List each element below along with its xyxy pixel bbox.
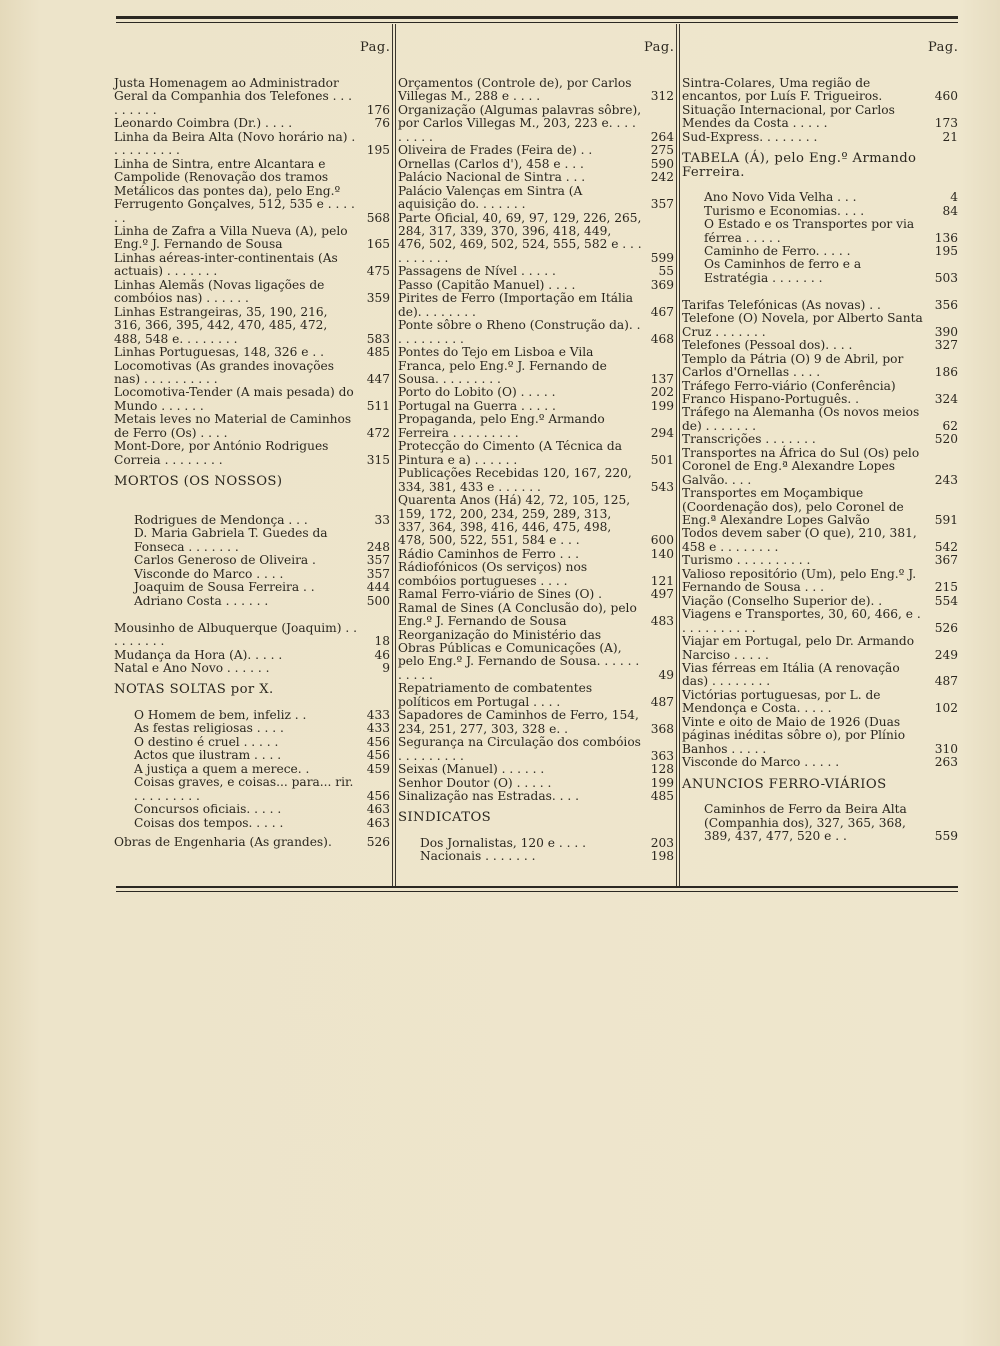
index-entry [114, 722, 390, 735]
entry-page-number: 49 [658, 667, 674, 682]
entry-page-number: 199 [650, 398, 674, 413]
entry-title: Orçamentos (Controle de), por Carlos Villegas M., 288 e . . . . [398, 76, 632, 104]
index-entry [398, 561, 674, 588]
index-entry [398, 77, 674, 104]
entry-page-number: 472 [366, 425, 390, 440]
entry-title: Tarifas Telefónicas (As novas) . . [682, 297, 881, 312]
index-entry [398, 467, 674, 494]
entry-page-number: 526 [934, 620, 958, 635]
entry-page-number: 275 [650, 143, 674, 158]
entry-title: Concursos oficiais. . . . . [134, 802, 282, 817]
entry-title: Pontes do Tejo em Lisboa e Vila Franca, pelo Eng.º J. Fernando de Sousa. . . . . . . . . [398, 345, 607, 386]
index-column-1 [114, 77, 390, 849]
bottom-rule [116, 886, 958, 888]
index-entry [682, 527, 958, 554]
index-entry [398, 837, 674, 850]
entry-page-number: 487 [650, 694, 674, 709]
entry-page-number: 447 [366, 371, 390, 386]
index-entry [398, 682, 674, 709]
index-entry [398, 292, 674, 319]
index-entry [682, 258, 958, 285]
entry-title: Publicações Recebidas 120, 167, 220, 334, 381, 433 e . . . . . . [398, 466, 632, 494]
index-entry [114, 77, 390, 117]
entry-title: Sintra-Colares, Uma região de encantos, por Luís F. Trigueiros. [682, 76, 883, 104]
entry-page-number: 468 [650, 331, 674, 346]
entry-page-number: 263 [934, 755, 958, 770]
index-entry [682, 635, 958, 662]
entry-title: Ornellas (Carlos d'), 458 e . . . [398, 156, 584, 171]
entry-page-number: 363 [650, 748, 674, 763]
entry-page-number: 456 [366, 748, 390, 763]
entry-page-number: 356 [934, 297, 958, 312]
entry-title: Obras de Engenharia (As grandes). [114, 834, 332, 849]
entry-page-number: 357 [366, 566, 390, 581]
entry-title: Quarenta Anos (Há) 42, 72, 105, 125, 159, 172, 200, 234, 259, 289, 313, 337, 364, 398, 416, 446, 475, 498, 478, 500, 522, 551, 584 e . . . [398, 493, 631, 548]
entry-page-number: 520 [934, 432, 958, 447]
entry-title: Valioso repositório (Um), pelo Eng.º J. Fernando de Sousa . . . [682, 566, 917, 595]
entry-title: Portugal na Guerra . . . . . [398, 398, 556, 413]
index-entry [398, 850, 674, 863]
entry-page-number: 511 [366, 398, 390, 413]
entry-title: Organização (Algumas palavras sôbre), por Carlos Villegas M., 203, 223 e. . . . . . . . . [398, 102, 642, 144]
entry-title: Justa Homenagem ao Administrador Geral da Companhia dos Telefones . . . . . . . . . [114, 76, 352, 117]
index-entry [398, 144, 674, 157]
entry-page-number: 294 [650, 425, 674, 440]
index-entry [114, 803, 390, 816]
entry-title: Turismo . . . . . . . . . . [682, 553, 811, 568]
index-entry [398, 104, 674, 144]
entry-title: O Homem de bem, infeliz . . [134, 707, 307, 722]
index-entry [114, 836, 390, 849]
entry-title: Linha da Beira Alta (Novo horário na) . . . . . . . . . . [114, 129, 356, 158]
entry-page-number: 485 [650, 789, 674, 804]
index-entry [114, 749, 390, 762]
entry-title: Locomotiva-Tender (A mais pesada) do Mundo . . . . . . [114, 385, 354, 413]
entry-title: Oliveira de Frades (Feira de) . . [398, 143, 593, 158]
entry-page-number: 102 [934, 701, 958, 716]
entry-title: Natal e Ano Novo . . . . . . [114, 661, 270, 675]
entry-title: Mousinho de Albuquerque (Joaquim) . . . . . . . . . [114, 620, 357, 649]
entry-title: Palácio Valenças em Sintra (A aquisição do. . . . . . . [398, 183, 583, 212]
entry-page-number: 591 [934, 513, 958, 528]
entry-page-number: 140 [650, 546, 674, 561]
entry-page-number: 368 [650, 721, 674, 736]
entry-title: Vias férreas em Itália (A renovação das) . . . . . . . . [682, 661, 900, 689]
index-entry [682, 716, 958, 756]
entry-page-number: 55 [658, 264, 674, 279]
index-entry [682, 447, 958, 487]
entry-title: Senhor Doutor (O) . . . . . [398, 775, 552, 790]
entry-title: Leonardo Coimbra (Dr.) . . . . [114, 116, 293, 131]
index-entry [114, 817, 390, 830]
entry-page-number: 433 [366, 721, 390, 736]
index-entry [398, 777, 674, 790]
entry-page-number: 137 [650, 371, 674, 386]
entry-page-number: 497 [650, 587, 674, 602]
index-entry [114, 413, 390, 440]
index-entry [682, 803, 958, 843]
entry-title: Telefones (Pessoal dos). . . . [682, 338, 853, 353]
entry-page-number: 463 [366, 802, 390, 817]
index-entry [398, 440, 674, 467]
index-entry [682, 205, 958, 218]
entry-page-number: 485 [366, 345, 390, 360]
entry-page-number: 542 [934, 539, 958, 554]
index-entry [682, 77, 958, 104]
entry-page-number: 501 [650, 452, 674, 467]
index-entry [114, 279, 390, 306]
entry-title: Visconde do Marco . . . . . [682, 755, 840, 770]
entry-page-number: 456 [366, 734, 390, 749]
index-entry [682, 131, 958, 144]
index-entry [398, 346, 674, 386]
index-entry [114, 709, 390, 722]
index-entry [398, 400, 674, 413]
entry-title: Templo da Pátria (O) 9 de Abril, por Carlos d'Ornellas . . . . [682, 351, 904, 380]
entry-page-number: 312 [650, 89, 674, 104]
entry-page-number: 526 [366, 834, 390, 849]
index-entry [398, 494, 674, 548]
entry-page-number: 554 [934, 593, 958, 608]
entry-page-number: 310 [934, 741, 958, 756]
entry-page-number: 9 [382, 661, 390, 675]
index-entry [114, 360, 390, 387]
entry-title: Seixas (Manuel) . . . . . . [398, 762, 545, 777]
entry-page-number: 444 [366, 580, 390, 595]
entry-page-number: 176 [366, 102, 390, 117]
section-heading: SINDICATOS [398, 810, 492, 826]
entry-title: Propaganda, pelo Eng.º Armando Ferreira . . . . . . . . . [398, 412, 605, 440]
entry-title: O destino é cruel . . . . . [134, 734, 279, 749]
index-entry [398, 279, 674, 292]
entry-page-number: 249 [934, 647, 958, 662]
entry-title: Ponte sôbre o Rheno (Construção da). . . . . . . . . . . [398, 318, 641, 346]
entry-title: Parte Oficial, 40, 69, 97, 129, 226, 265, 284, 317, 339, 370, 396, 418, 449, 476, 502, 469, 502, 524, 555, 582 e . . . . . . . . . . [398, 210, 642, 265]
top-rule [116, 16, 958, 19]
entry-title: Todos devem saber (O que), 210, 381, 458 e . . . . . . . . [682, 526, 917, 554]
entry-title: Rádio Caminhos de Ferro . . . [398, 546, 579, 561]
index-entry [682, 353, 958, 380]
spacer [114, 501, 390, 514]
entry-title: Ramal de Sines (A Conclusão do), pelo Eng.º J. Fernando de Sousa [398, 600, 637, 629]
index-entry [682, 662, 958, 689]
entry-page-number: 242 [650, 170, 674, 185]
entry-title: Coisas dos tempos. . . . . [134, 815, 284, 830]
index-entry [114, 568, 390, 581]
entry-page-number: 456 [366, 788, 390, 803]
entry-title: Vinte e oito de Maio de 1926 (Duas páginas inéditas sôbre o), por Plínio Banhos . . . . . [682, 714, 906, 756]
entry-title: Ano Novo Vida Velha . . . [704, 190, 857, 205]
entry-page-number: 600 [650, 533, 674, 548]
entry-title: Protecção do Cimento (A Técnica da Pintura e a) . . . . . . [398, 439, 622, 467]
entry-page-number: 195 [366, 143, 390, 158]
index-entry [114, 306, 390, 346]
index-entry [682, 380, 958, 407]
index-entry [682, 608, 958, 635]
entry-title: Segurança na Circulação dos combóios . . . . . . . . . [398, 735, 641, 763]
entry-page-number: 483 [650, 614, 674, 629]
entry-page-number: 475 [366, 264, 390, 279]
entry-page-number: 369 [650, 277, 674, 292]
index-entry [114, 514, 390, 527]
entry-page-number: 128 [650, 762, 674, 777]
entry-page-number: 18 [374, 634, 390, 649]
index-entry [114, 649, 390, 662]
entry-page-number: 590 [650, 156, 674, 171]
index-entry [114, 581, 390, 594]
entry-title: Mont-Dore, por António Rodrigues Correia . . . . . . . . [114, 439, 329, 467]
index-entry [114, 386, 390, 413]
index-entry [398, 212, 674, 266]
section-heading: ANUNCIOS FERRO-VIÁRIOS [682, 776, 887, 792]
entry-page-number: 503 [934, 270, 958, 285]
entry-page-number: 186 [934, 365, 958, 380]
entry-title: Sapadores de Caminhos de Ferro, 154, 234, 251, 277, 303, 328 e. . [398, 708, 639, 736]
entry-page-number: 21 [942, 129, 958, 144]
entry-title: Palácio Nacional de Sintra . . . [398, 170, 586, 185]
entry-page-number: 136 [934, 230, 958, 245]
pag-label: Pag. [360, 40, 391, 55]
spacer [682, 285, 958, 298]
index-entry [114, 225, 390, 252]
index-entry [682, 299, 958, 312]
entry-page-number: 500 [366, 593, 390, 608]
entry-title: Visconde do Marco . . . . [134, 566, 284, 581]
index-entry [682, 218, 958, 245]
index-entry [682, 487, 958, 527]
entry-page-number: 467 [650, 304, 674, 319]
column-divider [392, 24, 393, 886]
entry-page-number: 165 [366, 237, 390, 252]
section-heading: MORTOS (OS NOSSOS) [114, 474, 283, 490]
section-heading: TABELA (Á), pelo Eng.º Armando Ferreira. [682, 151, 917, 180]
index-entry [114, 158, 390, 225]
entry-title: Linha de Sintra, entre Alcantara e Campolide (Renovação dos tramos Metálicos das pontes da), pelo Eng.º Ferrugento Gonçalves, 512, 535 e . . . . . . [114, 156, 355, 225]
index-entry [114, 527, 390, 554]
entry-page-number: 599 [650, 250, 674, 265]
entry-page-number: 4 [950, 190, 958, 205]
entry-page-number: 199 [650, 775, 674, 790]
entry-title: Situação Internacional, por Carlos Mendes da Costa . . . . . [682, 102, 895, 131]
entry-page-number: 463 [366, 815, 390, 830]
entry-page-number: 248 [366, 539, 390, 554]
index-entry [682, 312, 958, 339]
entry-page-number: 76 [374, 116, 390, 131]
entry-title: O Estado e os Transportes por via férrea . . . . . [704, 217, 915, 245]
entry-page-number: 243 [934, 472, 958, 487]
entry-title: Linhas Portuguesas, 148, 326 e . . [114, 345, 324, 360]
entry-title: Carlos Generoso de Oliveira . [134, 553, 316, 568]
index-entry [682, 554, 958, 567]
index-entry [114, 131, 390, 158]
entry-page-number: 202 [650, 385, 674, 400]
entry-title: Mudança da Hora (A). . . . . [114, 647, 283, 662]
entry-title: Ramal Ferro-viário de Sines (O) . [398, 587, 602, 602]
entry-page-number: 264 [650, 129, 674, 144]
index-entry [114, 117, 390, 130]
index-column-3 [682, 77, 958, 843]
entry-title: Passagens de Nível . . . . . [398, 264, 556, 279]
index-entry [114, 622, 390, 649]
entry-title: Actos que ilustram . . . . [134, 748, 282, 763]
index-entry [398, 171, 674, 184]
index-entry [398, 790, 674, 803]
index-entry [114, 595, 390, 608]
index-entry [114, 763, 390, 776]
entry-page-number: 359 [366, 291, 390, 306]
entry-title: D. Maria Gabriela T. Guedes da Fonseca . . . . . . . [134, 526, 328, 554]
top-rule-thin [116, 22, 958, 23]
index-entry [114, 252, 390, 279]
entry-title: Coisas graves, e coisas... para... rir. . . . . . . . . . [134, 775, 354, 803]
entry-title: Viação (Conselho Superior de). . [682, 593, 883, 608]
index-entry [398, 386, 674, 399]
entry-title: Passo (Capitão Manuel) . . . . [398, 277, 576, 292]
entry-page-number: 487 [934, 674, 958, 689]
index-entry [114, 736, 390, 749]
entry-title: Locomotivas (As grandes inovações nas) . . . . . . . . . . [114, 358, 334, 386]
index-entry [682, 568, 958, 595]
entry-title: Telefone (O) Novela, por Alberto Santa Cruz . . . . . . . [682, 311, 923, 339]
entry-title: Repatriamento de combatentes políticos em Portugal . . . . [398, 681, 593, 709]
index-entry [398, 548, 674, 561]
entry-page-number: 357 [650, 197, 674, 212]
entry-title: Transportes em Moçambique (Coordenação dos), pelo Coronel de Eng.ª Alexandre Lopes Galvão [682, 486, 904, 528]
entry-title: Linhas Estrangeiras, 35, 190, 216, 316, 366, 395, 442, 470, 485, 472, 488, 548 e. . . . . . . . [114, 304, 328, 346]
pag-label: Pag. [644, 40, 675, 55]
entry-title: Os Caminhos de ferro e a Estratégia . . . . . . . [704, 257, 862, 285]
entry-title: Porto do Lobito (O) . . . . . [398, 385, 556, 400]
entry-title: Transcrições . . . . . . . [682, 432, 816, 447]
index-entry [398, 319, 674, 346]
entry-page-number: 33 [374, 513, 390, 528]
entry-page-number: 583 [366, 331, 390, 346]
section-heading: NOTAS SOLTAS por X. [114, 682, 274, 698]
entry-title: Linhas Alemãs (Novas ligações de combóios nas) . . . . . . [114, 277, 325, 306]
entry-page-number: 559 [934, 829, 958, 843]
index-entry [398, 763, 674, 776]
entry-title: Linha de Zafra a Villa Nueva (A), pelo Eng.º J. Fernando de Sousa [114, 223, 348, 252]
index-entry [682, 595, 958, 608]
entry-page-number: 367 [934, 553, 958, 568]
index-entry [398, 602, 674, 629]
index-entry [682, 756, 958, 769]
entry-page-number: 459 [366, 761, 390, 776]
entry-title: Tráfego na Alemanha (Os novos meios de) . . . . . . . [682, 405, 920, 433]
index-entry [114, 554, 390, 567]
index-entry [114, 346, 390, 359]
index-column-2 [398, 77, 674, 864]
index-entry [398, 265, 674, 278]
entry-title: Turismo e Economias. . . . [704, 203, 865, 218]
index-entry [682, 245, 958, 258]
spacer [114, 608, 390, 621]
entry-title: Nacionais . . . . . . . [420, 849, 536, 864]
index-entry [682, 433, 958, 446]
column-divider [676, 24, 677, 886]
index-entry [114, 662, 390, 675]
entry-page-number: 543 [650, 479, 674, 494]
index-entry [682, 191, 958, 204]
index-entry [398, 185, 674, 212]
entry-title: Viajar em Portugal, pelo Dr. Armando Narciso . . . . . [682, 634, 915, 662]
entry-page-number: 62 [942, 418, 958, 433]
entry-page-number: 324 [934, 391, 958, 406]
entry-page-number: 46 [374, 647, 390, 662]
entry-title: Rádiofónicos (Os serviços) nos combóios portugueses . . . . [398, 560, 588, 588]
index-entry [398, 588, 674, 601]
column-divider [679, 24, 680, 886]
entry-title: Caminho de Ferro. . . . . [704, 243, 851, 258]
entry-title: Pirites de Ferro (Importação em Itália de). . . . . . . . [398, 291, 634, 319]
entry-page-number: 198 [650, 849, 674, 864]
pag-label: Pag. [928, 40, 959, 55]
bottom-rule-thin [116, 891, 958, 892]
entry-title: Sinalização nas Estradas. . . . [398, 789, 579, 804]
entry-page-number: 121 [650, 573, 674, 588]
entry-page-number: 433 [366, 707, 390, 722]
entry-page-number: 195 [934, 243, 958, 258]
entry-title: Reorganização do Ministério das Obras Públicas e Comunicações (A), pelo Eng.º J. Fernando de Sousa. . . . . . . . . . . [398, 627, 640, 682]
index-entry [398, 629, 674, 683]
entry-page-number: 327 [934, 338, 958, 353]
index-entry [398, 413, 674, 440]
index-entry [682, 406, 958, 433]
entry-page-number: 215 [934, 580, 958, 595]
entry-title: Victórias portuguesas, por L. de Mendonça e Costa. . . . . [682, 687, 881, 716]
index-entry [682, 689, 958, 716]
entry-page-number: 460 [934, 89, 958, 104]
entry-title: Sud-Express. . . . . . . . [682, 129, 818, 144]
entry-title: Joaquim de Sousa Ferreira . . [134, 580, 315, 595]
index-entry [398, 736, 674, 763]
index-entry [682, 104, 958, 131]
entry-page-number: 84 [942, 203, 958, 218]
entry-page-number: 315 [366, 452, 390, 467]
index-entry [114, 776, 390, 803]
entry-title: Caminhos de Ferro da Beira Alta (Companhia dos), 327, 365, 368, 389, 437, 477, 520 e . . [704, 802, 907, 843]
entry-title: Linhas aéreas-inter-continentais (As actuais) . . . . . . . [114, 250, 338, 279]
entry-title: As festas religiosas . . . . [134, 721, 284, 736]
entry-page-number: 173 [934, 116, 958, 131]
index-entry [114, 440, 390, 467]
entry-page-number: 390 [934, 324, 958, 339]
entry-title: Viagens e Transportes, 30, 60, 466, e . . . . . . . . . . . [682, 607, 921, 635]
entry-page-number: 568 [366, 210, 390, 225]
entry-title: Rodrigues de Mendonça . . . [134, 513, 308, 528]
entry-title: Adriano Costa . . . . . . [134, 593, 269, 608]
entry-title: Dos Jornalistas, 120 e . . . . [420, 835, 586, 850]
index-entry [398, 158, 674, 171]
index-entry [398, 709, 674, 736]
entry-title: Metais leves no Material de Caminhos de Ferro (Os) . . . . [114, 412, 352, 440]
index-entry [682, 339, 958, 352]
entry-title: Transportes na África do Sul (Os) pelo Coronel de Eng.ª Alexandre Lopes Galvão. . . . [682, 445, 920, 487]
entry-title: A justiça a quem a merece. . [134, 761, 310, 776]
entry-title: Tráfego Ferro-viário (Conferência) Franco Hispano-Português. . [682, 378, 896, 406]
entry-page-number: 357 [366, 553, 390, 568]
entry-page-number: 203 [650, 835, 674, 850]
column-divider [395, 24, 396, 886]
